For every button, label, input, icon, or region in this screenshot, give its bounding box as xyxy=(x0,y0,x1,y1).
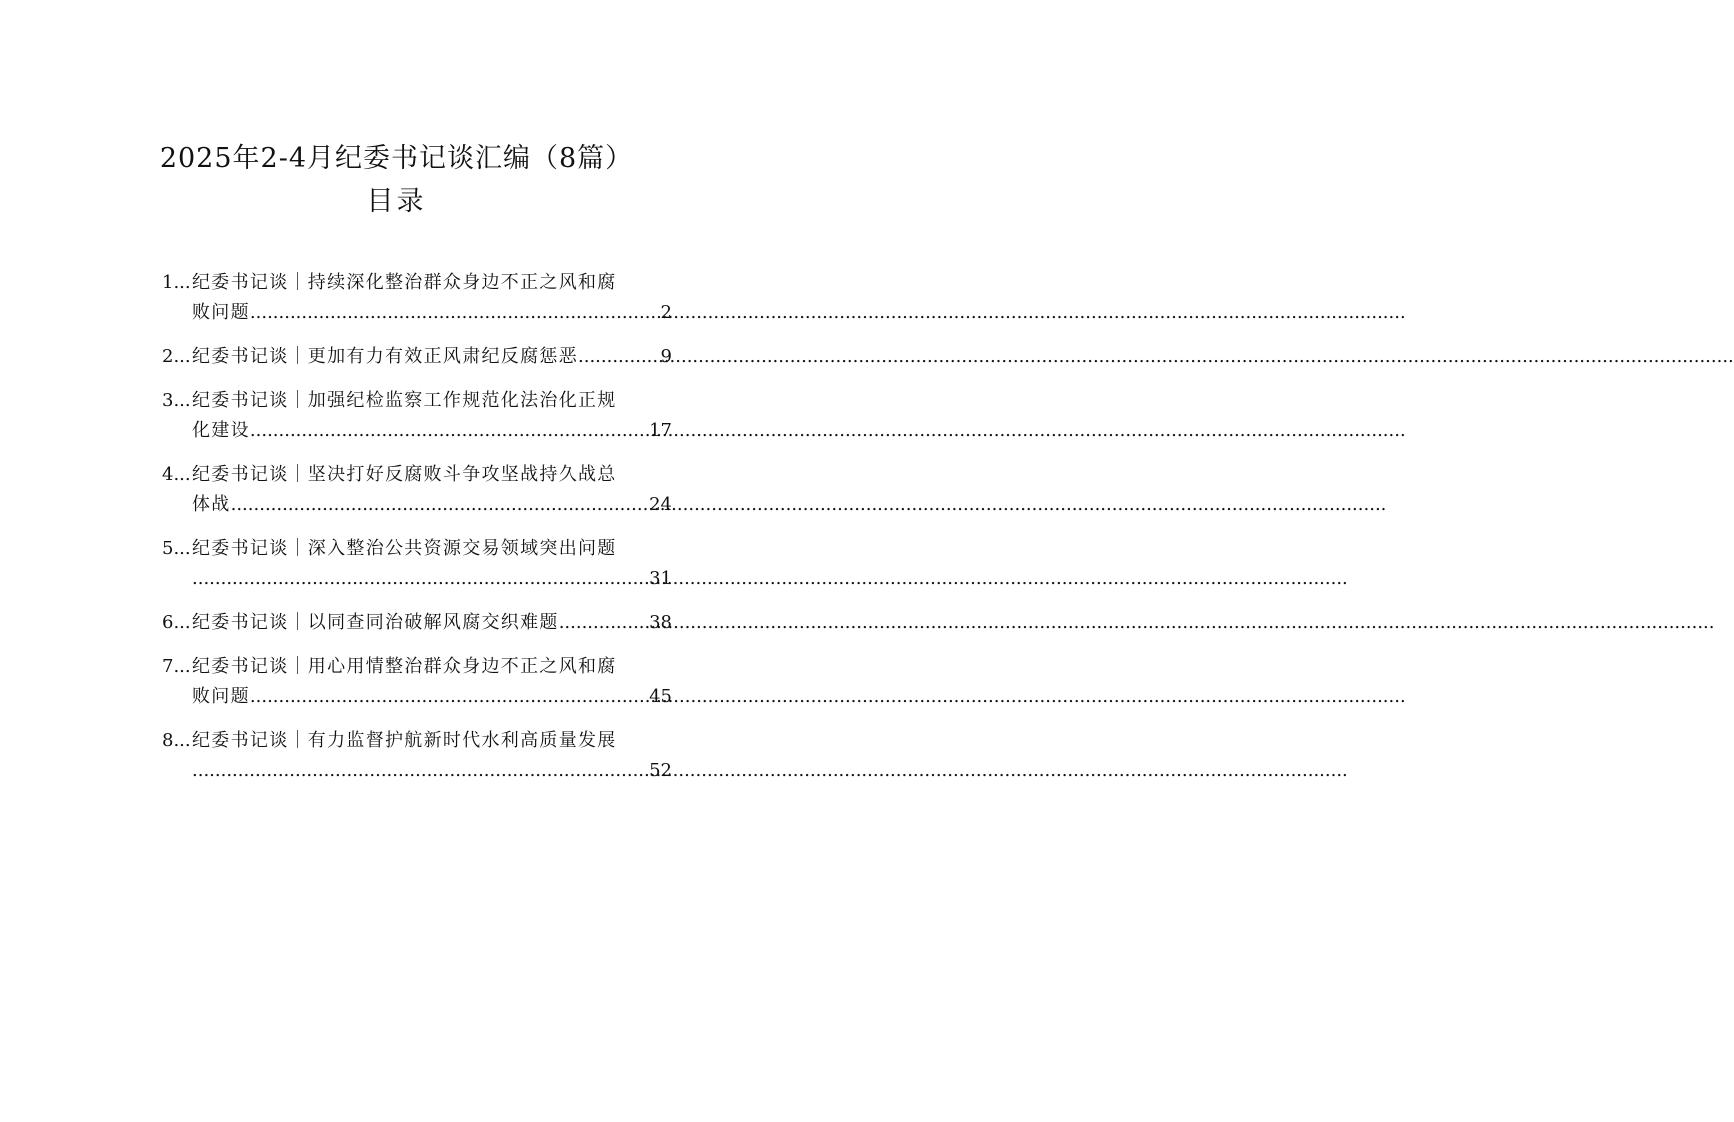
toc-page-number: 31 xyxy=(649,568,672,589)
toc-entry-title-continued: 体战 xyxy=(192,494,231,515)
toc-entry-number: 3... xyxy=(162,390,191,411)
toc-entry-number: 4... xyxy=(162,464,191,485)
toc-entry-3[interactable] xyxy=(160,386,672,446)
toc-entry-title: 纪委书记谈｜用心用情整治群众身边不正之风和腐 xyxy=(192,656,617,677)
toc-entry-title: 纪委书记谈｜加强纪检监察工作规范化法治化正规 xyxy=(192,390,617,411)
toc-entry-title: 纪委书记谈｜持续深化整治群众身边不正之风和腐 xyxy=(192,272,617,293)
toc-entry-5[interactable] xyxy=(160,534,672,594)
toc-entry-7[interactable] xyxy=(160,652,672,712)
toc-entry-2[interactable] xyxy=(160,342,672,372)
toc-entry-1[interactable] xyxy=(160,268,672,328)
dot-leader xyxy=(578,342,660,372)
toc-entry-4[interactable] xyxy=(160,460,672,520)
toc-entry-8[interactable] xyxy=(160,726,672,786)
toc-page-number: 52 xyxy=(649,760,672,781)
toc-entry-number: 5... xyxy=(162,538,191,559)
toc-page-number: 17 xyxy=(649,420,672,441)
toc-page-number: 2 xyxy=(660,302,672,323)
toc-entry-6[interactable] xyxy=(160,608,672,638)
dot-leader xyxy=(250,416,648,446)
toc-entry-number: 6... xyxy=(162,612,191,633)
dot-leader xyxy=(250,682,648,712)
toc-entry-number: 1... xyxy=(162,272,191,293)
toc-page-number: 9 xyxy=(660,346,672,367)
toc-entry-number: 7... xyxy=(162,656,191,677)
dot-leader xyxy=(559,608,648,638)
dot-leader xyxy=(192,756,648,786)
toc-entry-title-continued: 化建设 xyxy=(192,420,250,441)
dot-leader xyxy=(250,298,660,328)
toc-entry-number: 8... xyxy=(162,730,191,751)
dot-leader xyxy=(192,564,648,594)
dot-leader xyxy=(231,490,648,520)
toc-heading: 目录 xyxy=(366,186,427,217)
toc-entry-title: 纪委书记谈｜以同查同治破解风腐交织难题 xyxy=(192,612,559,633)
toc-page-number: 45 xyxy=(649,686,672,707)
toc-entry-title: 纪委书记谈｜深入整治公共资源交易领域突出问题 xyxy=(192,538,617,559)
toc-entry-title-continued: 败问题 xyxy=(192,686,250,707)
document-title: 2025年2-4月纪委书记谈汇编（8篇） xyxy=(159,143,634,174)
toc-page-number: 38 xyxy=(649,612,672,633)
table-of-contents xyxy=(160,268,672,800)
toc-entry-number: 2... xyxy=(162,346,191,367)
toc-entry-title-continued: 败问题 xyxy=(192,302,250,323)
toc-entry-title: 纪委书记谈｜坚决打好反腐败斗争攻坚战持久战总 xyxy=(192,464,617,485)
toc-page-number: 24 xyxy=(649,494,672,515)
toc-entry-title: 纪委书记谈｜有力监督护航新时代水利高质量发展 xyxy=(192,730,617,751)
toc-entry-title: 纪委书记谈｜更加有力有效正风肃纪反腐惩恶 xyxy=(192,346,578,367)
